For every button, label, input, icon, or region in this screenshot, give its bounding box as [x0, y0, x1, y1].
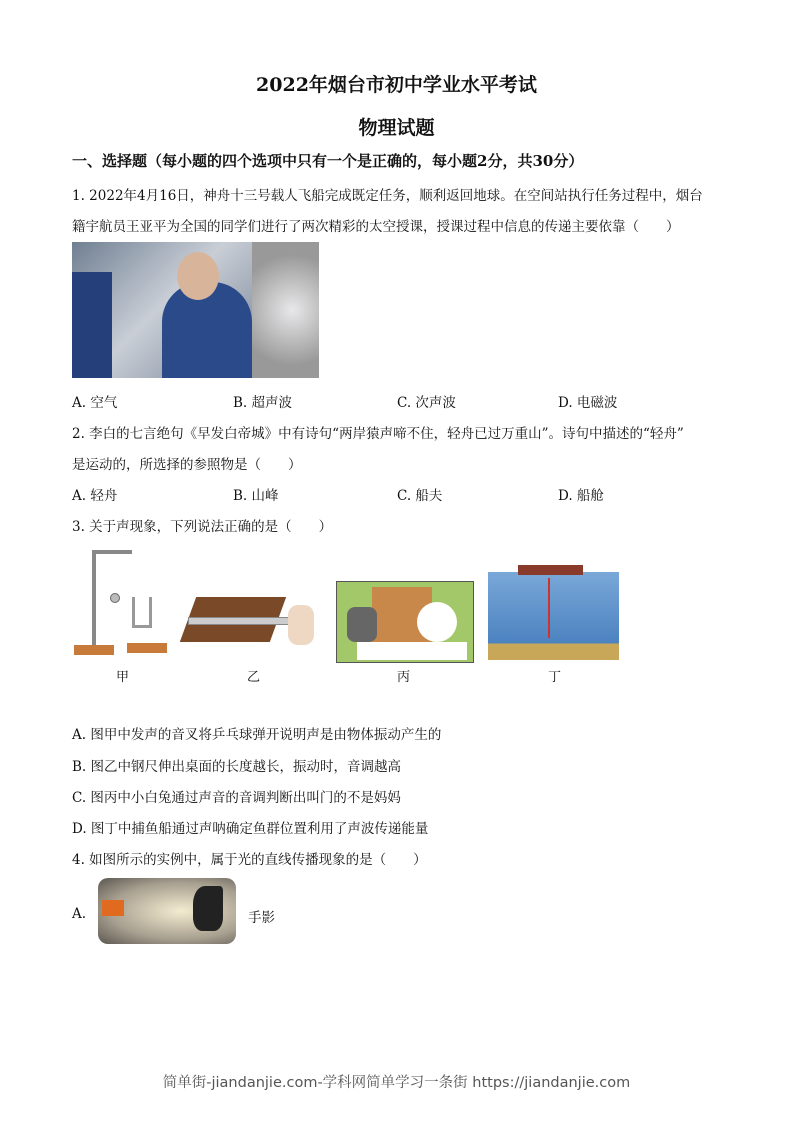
q3-option-a: A. 图甲中发声的音叉将乒乓球弹开说明声是由物体振动产生的	[72, 727, 442, 743]
tuning-fork-figure	[72, 545, 167, 660]
q4-option-a-text: 手影	[248, 910, 275, 926]
q3-option-d: D. 图丁中捕鱼船通过声呐确定鱼群位置利用了声波传递能量	[72, 821, 429, 837]
q1-line2: 籍宇航员王亚平为全国的同学们进行了两次精彩的太空授课，授课过程中信息的传递主要依靠（ ）	[72, 219, 680, 235]
steel-ruler-figure	[188, 585, 318, 660]
q1-option-a: A. 空气	[72, 395, 118, 411]
q4-line1: 4. 如图所示的实例中，属于光的直线传播现象的是（ ）	[72, 852, 427, 868]
q2-option-a: A. 轻舟	[72, 488, 118, 504]
q1-option-b: B. 超声波	[233, 395, 293, 411]
q2-option-c: C. 船夫	[397, 488, 443, 504]
exam-subtitle: 物理试题	[358, 117, 435, 139]
hand-shadow-figure	[98, 878, 236, 944]
caption-jia: 甲	[116, 670, 130, 685]
q2-line2: 是运动的，所选择的参照物是（ ）	[72, 457, 302, 473]
rabbit-cartoon-figure	[336, 581, 474, 663]
footer-watermark: 简单街-jiandanjie.com-学科网简单学习一条街 https://jiandanjie.com	[162, 1075, 631, 1091]
caption-yi: 乙	[247, 670, 261, 685]
exam-title: 2022年烟台市初中学业水平考试	[256, 74, 537, 96]
q3-line1: 3. 关于声现象，下列说法正确的是（ ）	[72, 519, 333, 535]
q3-option-c: C. 图丙中小白兔通过声音的音调判断出叫门的不是妈妈	[72, 790, 401, 806]
q2-line1: 2. 李白的七言绝句《早发白帝城》中有诗句“两岸猿声啼不住，轻舟已过万重山”。诗句中描述的“轻舟”	[72, 426, 684, 442]
q4-option-a-label: A.	[72, 906, 87, 922]
q1-option-d: D. 电磁波	[558, 395, 618, 411]
section-heading: 一、选择题（每小题的四个选项中只有一个是正确的，每小题2分，共30分）	[72, 152, 584, 170]
caption-ding: 丁	[548, 670, 562, 685]
q2-option-d: D. 船舱	[558, 488, 604, 504]
q1-line1: 1. 2022年4月16日，神舟十三号载人飞船完成既定任务，顺利返回地球。在空间站执行任务过程中，烟台	[72, 188, 703, 204]
caption-bing: 丙	[397, 670, 411, 685]
q1-option-c: C. 次声波	[397, 395, 456, 411]
sonar-boat-figure	[488, 550, 619, 660]
space-classroom-photo	[72, 242, 319, 378]
q2-option-b: B. 山峰	[233, 488, 279, 504]
q3-option-b: B. 图乙中钢尺伸出桌面的长度越长，振动时，音调越高	[72, 759, 402, 775]
